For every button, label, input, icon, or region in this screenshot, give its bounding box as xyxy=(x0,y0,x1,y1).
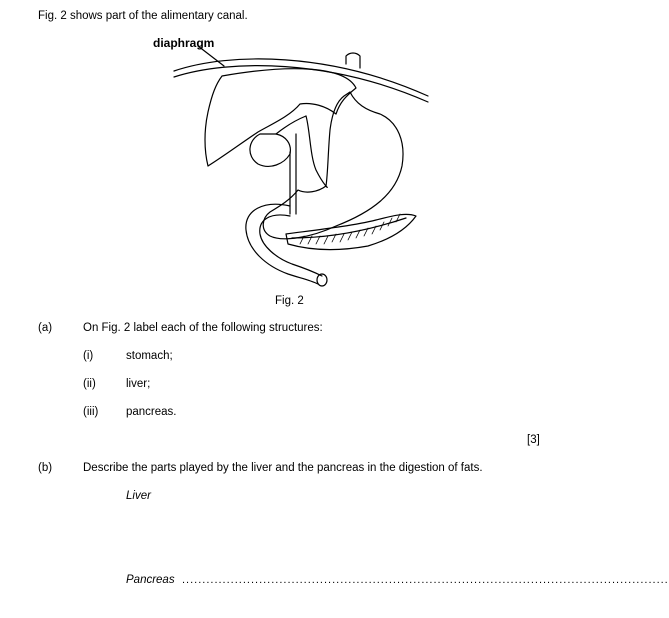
stomach-inner xyxy=(306,116,327,187)
stomach-shape xyxy=(263,92,403,239)
item-iii-number: (iii) xyxy=(83,406,99,418)
item-i-number: (i) xyxy=(83,350,94,362)
diaphragm-label: diaphragm xyxy=(153,36,215,50)
duodenum-inner xyxy=(260,215,322,276)
part-b-question: Describe the parts played by the liver and the pancreas in the digestion of fats. xyxy=(83,462,483,474)
liver-answer-label: Liver xyxy=(126,490,151,502)
item-i-text: stomach; xyxy=(126,350,173,362)
figure-caption: Fig. 2 xyxy=(275,295,304,307)
oesophagus xyxy=(346,53,360,68)
pancreas-answer-line[interactable]: ........................................................................................................................ xyxy=(182,574,669,586)
item-ii-text: liver; xyxy=(126,378,151,390)
diaphragm-line xyxy=(174,59,428,96)
gall-bladder xyxy=(250,134,290,166)
intro-text: Fig. 2 shows part of the alimentary canal. xyxy=(38,10,248,22)
item-ii-number: (ii) xyxy=(83,378,96,390)
part-a-question: On Fig. 2 label each of the following structures: xyxy=(83,322,323,334)
pancreas-answer-label: Pancreas xyxy=(126,574,175,586)
part-b-marker: (b) xyxy=(38,462,53,474)
item-iii-text: pancreas. xyxy=(126,406,177,418)
bile-duct xyxy=(276,116,306,134)
part-a-marks: [3] xyxy=(527,434,540,446)
liver-shape xyxy=(205,69,356,166)
part-a-marker: (a) xyxy=(38,322,53,334)
diaphragm-leader-line xyxy=(198,46,224,66)
duodenum-outer xyxy=(246,204,318,284)
alimentary-canal-diagram xyxy=(140,30,440,292)
